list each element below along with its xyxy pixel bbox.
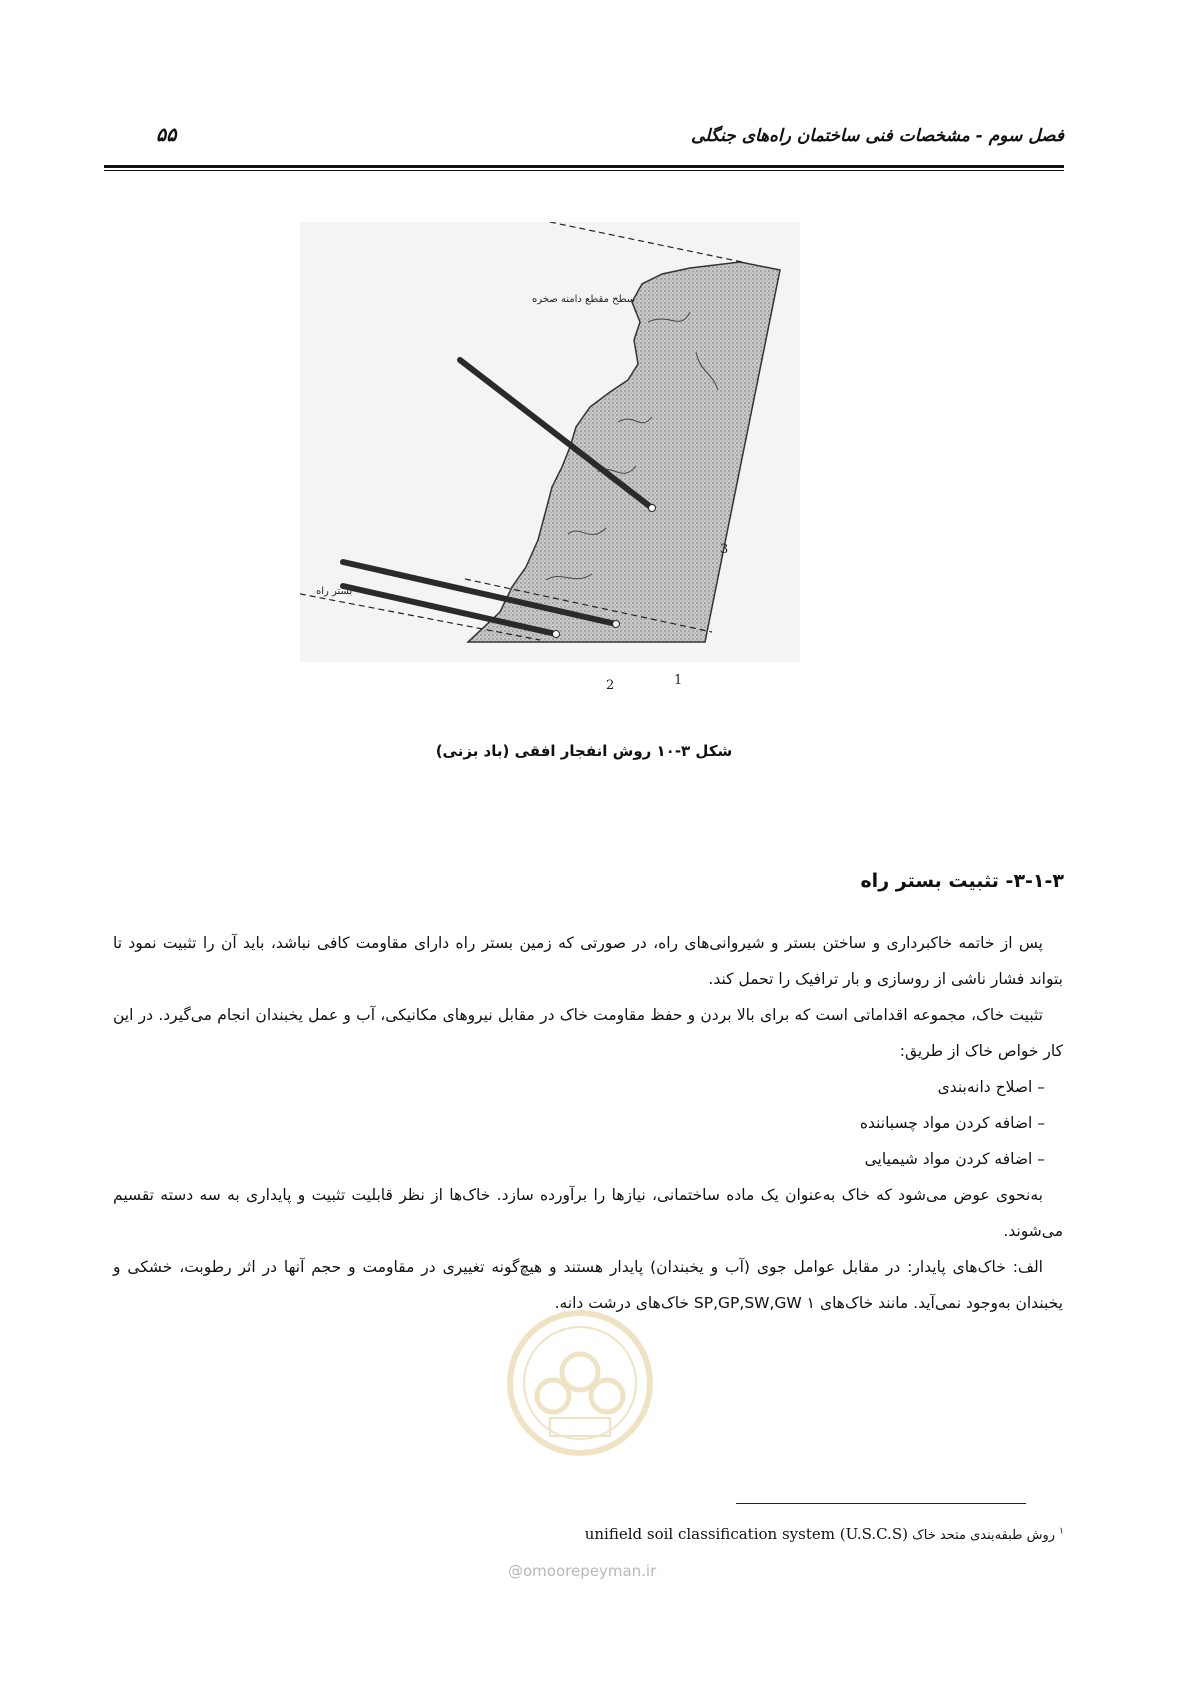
header-rule-thick <box>104 165 1064 168</box>
header-rule-thin <box>104 170 1064 171</box>
hole-marker-3: 3 <box>720 542 729 557</box>
roadbed-label: بستر راه <box>316 586 353 597</box>
list-item: – اصلاح دانه‌بندی <box>937 1078 1045 1096</box>
watermark-url <box>508 1562 656 1580</box>
hole-marker-1: 1 <box>674 673 683 688</box>
section-heading: ۳-۱-۳- تثبیت بستر راه <box>860 870 1064 892</box>
chapter-title: فصل سوم - مشخصات فنی ساختمان راه‌های جنگلی <box>690 126 1064 146</box>
page-number: ۵۵ <box>156 124 177 146</box>
page-header <box>104 118 1064 152</box>
rock-face-label: سطح مقطع دامنه صخره <box>532 294 636 305</box>
paragraph: تثبیت خاک، مجموعه اقداماتی است که برای بالا بردن و حفظ مقاومت خاک در مقابل نیروهای مکانیکی، آب و عمل یخبندان انجام می‌گیرد. در این کار خواص خاک از طریق: <box>113 1006 1063 1060</box>
footnote-marker: ۱ <box>1059 1526 1064 1537</box>
hole-marker-2: 2 <box>606 678 615 693</box>
paragraph: به‌نحوی عوض می‌شود که خاک به‌عنوان یک ماده ساختمانی، نیازها را برآورده سازد. خاک‌ها از نظر قابلیت تثبیت و پایداری به سه دسته تقسیم می‌شوند. <box>113 1186 1063 1240</box>
footnote <box>585 1525 1064 1543</box>
watermark-logo <box>505 1308 655 1458</box>
figure-caption: شکل ۳-۱۰ روش انفجار افقی (باد بزنی) <box>435 742 733 760</box>
footnote-text-fa: روش طبقه‌بندی متحد خاک <box>912 1528 1056 1543</box>
list-item: – اضافه کردن مواد شیمیایی <box>864 1150 1045 1168</box>
figure-horizontal-blasting <box>300 222 880 722</box>
paragraph: الف: خاک‌های پایدار: در مقابل عوامل جوی (آب و یخبندان) پایدار هستند و هیچ‌گونه تغییری در مقاومت و حجم آنها در اثر رطوبت، خشکی و یخبندان به‌وجود نمی‌آید. مانند خاک‌های SP,GP,SW,GW ۱ خاک‌های درشت دانه. <box>113 1258 1063 1312</box>
footnote-text-en: unifield soil classification system (U.S.C.S) <box>584 1525 908 1543</box>
list-item: – اضافه کردن مواد چسباننده <box>859 1114 1045 1132</box>
watermark-url-text: omoorepeyman.ir <box>523 1562 657 1580</box>
body-text <box>113 925 1063 1321</box>
paragraph: پس از خاتمه خاکبرداری و ساختن بستر و شیروانی‌های راه، در صورتی که زمین بستر راه دارای مقاومت کافی نباشد، باید آن را تثبیت نمود تا بتواند فشار ناشی از روسازی و بار ترافیک را تحمل کند. <box>113 934 1063 988</box>
footnote-rule <box>736 1503 1026 1504</box>
at-icon: @ <box>508 1562 523 1580</box>
